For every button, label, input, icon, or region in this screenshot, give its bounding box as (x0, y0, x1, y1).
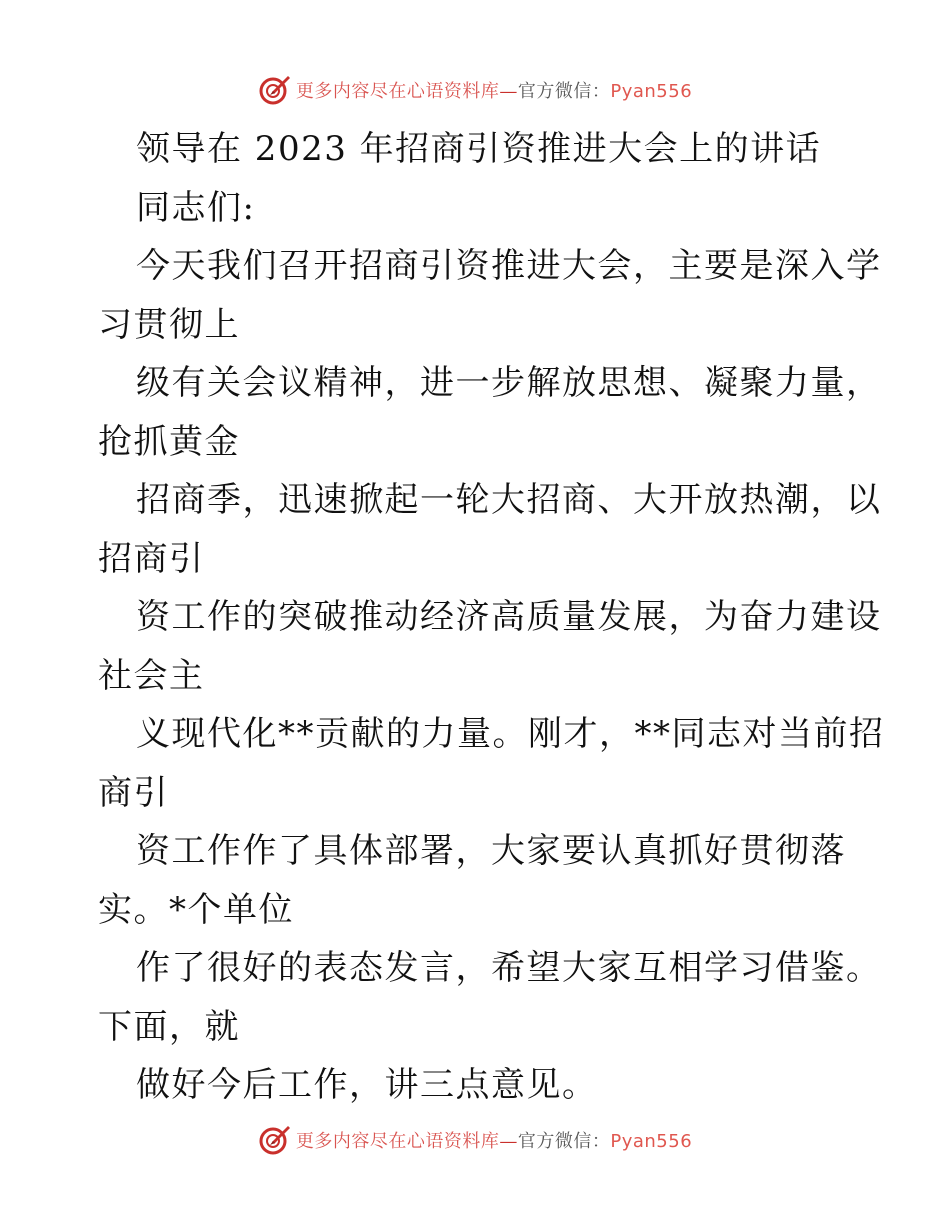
banner-brand-line (296, 77, 692, 103)
text-line: 资工作的突破推动经济高质量发展，为奋力建设 (136, 597, 882, 637)
banner-brand-text: 更多内容尽在心语资料库 (295, 1131, 500, 1152)
quill-pen-logo-icon (258, 73, 292, 107)
text-line: 义现代化**贡献的力量。刚才，**同志对当前招 (136, 714, 885, 754)
banner-wechat-id: Pyan556 (610, 1131, 693, 1152)
text-line: 商引 (98, 772, 169, 813)
text-line: 今天我们召开招商引资推进大会，主要是深入学 (136, 246, 882, 286)
document-paragraph (98, 237, 885, 1115)
footer-banner (0, 1120, 950, 1160)
text-line: 招商引 (98, 538, 205, 579)
text-line: 招商季，迅速掀起一轮大招商、大开放热潮，以 (136, 480, 882, 520)
header-banner (0, 70, 950, 110)
banner-wechat-id: Pyan556 (610, 81, 693, 102)
quill-pen-logo-icon (258, 1123, 292, 1157)
banner-official-label: 官方微信： (517, 1131, 611, 1152)
banner-official-label: 官方微信： (517, 81, 611, 102)
text-line: 资工作作了具体部署，大家要认真抓好贯彻落 (136, 831, 846, 871)
text-line: 社会主 (98, 655, 205, 696)
text-line: 实。*个单位 (98, 889, 294, 930)
text-line: 抢抓黄金 (98, 421, 240, 462)
text-line: 下面，就 (98, 1006, 240, 1047)
document-body (98, 120, 885, 1115)
text-line: 级有关会议精神，进一步解放思想、凝聚力量， (136, 363, 882, 403)
text-line: 作了很好的表态发言，希望大家互相学习借鉴。 (136, 948, 882, 988)
text-line: 做好今后工作，讲三点意见。 (136, 1065, 598, 1105)
banner-separator: — (499, 1131, 518, 1152)
document-title: 领导在 2023 年招商引资推进大会上的讲话 (136, 129, 822, 169)
banner-separator: — (499, 81, 518, 102)
text-line: 习贯彻上 (98, 304, 240, 345)
banner-brand-text: 更多内容尽在心语资料库 (295, 81, 500, 102)
document-salutation: 同志们: (136, 187, 256, 228)
banner-brand-line (296, 1127, 692, 1153)
